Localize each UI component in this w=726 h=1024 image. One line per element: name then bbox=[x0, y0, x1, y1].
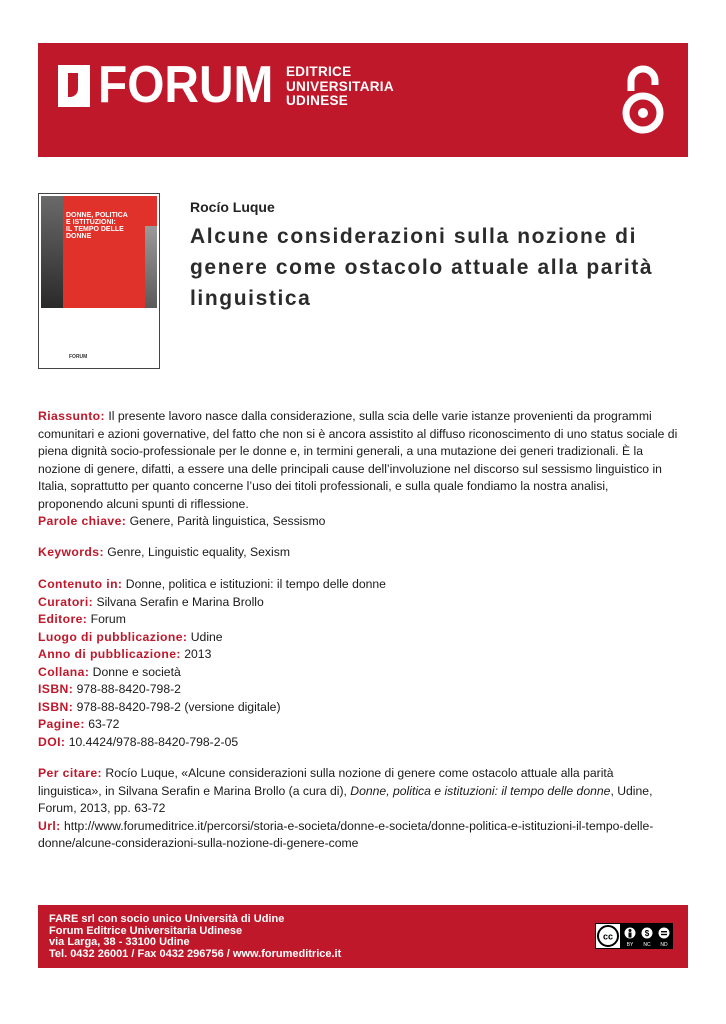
meta-value: 978-88-8420-798-2 (versione digitale) bbox=[76, 699, 281, 714]
keywords-en bbox=[38, 544, 290, 562]
abstract-block bbox=[38, 408, 690, 531]
logo-sub-line: EDITRICE bbox=[286, 64, 352, 79]
citation-text: , Udine, bbox=[610, 783, 653, 798]
logo-subtitle bbox=[286, 65, 394, 109]
meta-label: ISBN: bbox=[38, 682, 74, 696]
citation-label: Per citare: bbox=[38, 766, 103, 780]
parole-chiave-label: Parole chiave: bbox=[38, 514, 127, 528]
meta-row bbox=[38, 611, 386, 629]
abstract-line: proponendo alcuni spunti di riflessione. bbox=[38, 496, 249, 511]
book-cover-image bbox=[38, 193, 160, 369]
abstract-line bbox=[38, 408, 690, 426]
keywords-label: Keywords: bbox=[38, 545, 104, 559]
logo-word: FORUM bbox=[98, 56, 274, 114]
meta-row bbox=[38, 716, 386, 734]
cc-badge-graphic bbox=[596, 924, 672, 948]
meta-row bbox=[38, 699, 386, 717]
meta-label: Contenuto in: bbox=[38, 577, 123, 591]
cover-publisher: FORUM bbox=[69, 354, 88, 360]
citation-book-title: Donne, politica e istituzioni: il tempo delle donne bbox=[350, 783, 611, 798]
footer-line: Tel. 0432 26001 / Fax 0432 296756 / www.forumeditrice.it bbox=[49, 947, 342, 960]
meta-row bbox=[38, 734, 386, 752]
cc-label: NC bbox=[643, 942, 651, 948]
meta-label: DOI: bbox=[38, 734, 66, 749]
cover-title-line: DONNE, POLITICA bbox=[66, 212, 128, 219]
url-link[interactable]: http://www.forumeditrice.it/percorsi/storia-e-societa/donne-e-societa/donne-politica-e-istituzioni-il-tempo-delle- bbox=[63, 818, 654, 833]
meta-label: Anno di pubblicazione: bbox=[38, 647, 181, 661]
cc-label: BY bbox=[626, 942, 634, 948]
meta-label: Curatori: bbox=[38, 594, 94, 609]
article-author: Rocío Luque bbox=[190, 199, 275, 215]
url-label: Url: bbox=[38, 818, 61, 833]
meta-label: Pagine: bbox=[38, 717, 85, 731]
header-banner bbox=[38, 43, 688, 157]
footer-text bbox=[49, 914, 341, 960]
meta-row bbox=[38, 629, 386, 647]
url-line bbox=[38, 818, 653, 836]
cover-title-line: IL TEMPO DELLE bbox=[66, 226, 124, 233]
abstract-line: piena dignità socio-professionale per le donne e, in termini generali, a una mutazione dei generi tradizionali. È la bbox=[38, 444, 644, 458]
footer-line: Forum Editrice Universitaria Udinese bbox=[49, 924, 243, 937]
abstract-text: Il presente lavoro nasce dalla considerazione, sulla scia delle varie istanze provenienti da programmi bbox=[108, 409, 652, 423]
svg-text:cc: cc bbox=[602, 931, 614, 942]
meta-value: Donne e società bbox=[92, 664, 181, 679]
cover-photo-right bbox=[145, 226, 157, 308]
parole-chiave bbox=[38, 513, 690, 531]
meta-value: Donne, politica e istituzioni: il tempo delle donne bbox=[125, 577, 386, 591]
meta-row bbox=[38, 664, 386, 682]
citation-text: linguistica», in Silvana Serafin e Marina Brollo (a cura di), bbox=[38, 783, 351, 798]
meta-value: Silvana Serafin e Marina Brollo bbox=[96, 594, 264, 609]
cc-by-nc-nd-icon bbox=[595, 923, 673, 949]
metadata-list bbox=[38, 576, 386, 751]
logo-sub-line: UNIVERSITARIA bbox=[286, 78, 394, 94]
article-title: Alcune considerazioni sulla nozione di genere come ostacolo attuale alla parità linguistica bbox=[190, 225, 654, 310]
forum-logo-icon bbox=[58, 65, 90, 107]
abstract-line: comunitari e azioni governative, del fatto che non si è ancora assistito al diffuso riconoscimento di uno status sociale di bbox=[38, 426, 678, 441]
citation-line bbox=[38, 765, 653, 783]
svg-text:$: $ bbox=[644, 929, 650, 938]
meta-row bbox=[38, 576, 386, 594]
cover-title bbox=[66, 212, 134, 240]
parole-chiave-value: Genere, Parità linguistica, Sessismo bbox=[129, 514, 326, 528]
abstract-line: Italia, soprattutto per quanto concerne l’uso dei titoli professionali, e sulla quale fondiamo la nostra analisi, bbox=[38, 479, 609, 493]
abstract-label: Riassunto: bbox=[38, 409, 105, 423]
meta-row bbox=[38, 646, 386, 664]
meta-label: Editore: bbox=[38, 612, 88, 626]
citation-text: Rocío Luque, «Alcune considerazioni sulla nozione di genere come ostacolo attuale alla parità bbox=[105, 766, 614, 780]
meta-value: 2013 bbox=[184, 647, 212, 661]
logo-sub-line: UDINESE bbox=[286, 93, 349, 108]
meta-value: Forum bbox=[90, 612, 126, 626]
meta-value: 63-72 bbox=[88, 717, 120, 731]
open-access-icon bbox=[620, 61, 666, 137]
citation-line bbox=[38, 783, 653, 801]
meta-value: 10.4424/978-88-8420-798-2-05 bbox=[68, 734, 239, 749]
cover-title-line: E ISTITUZIONI: bbox=[66, 219, 116, 226]
keywords-value: Genre, Linguistic equality, Sexism bbox=[107, 545, 290, 559]
url-link-continued[interactable]: donne/alcune-considerazioni-sulla-nozione-di-genere-come bbox=[38, 836, 359, 850]
cover-title-line: DONNE bbox=[66, 233, 92, 240]
footer-banner bbox=[38, 905, 688, 968]
meta-label: Luogo di pubblicazione: bbox=[38, 629, 188, 644]
cover-photo bbox=[41, 196, 63, 308]
abstract-line: nozione di genere, difatti, a essere una delle principali cause dell’involuzione nel discorso sul sessismo linguistico in bbox=[38, 461, 662, 476]
meta-row bbox=[38, 681, 386, 699]
footer-line: FARE srl con socio unico Università di Udine bbox=[49, 913, 285, 925]
cover-red-area bbox=[41, 196, 157, 308]
meta-value: Udine bbox=[190, 629, 223, 644]
meta-label: ISBN: bbox=[38, 699, 74, 714]
meta-value: 978-88-8420-798-2 bbox=[76, 682, 181, 696]
citation-block bbox=[38, 765, 653, 853]
citation-line: Forum, 2013, pp. 63-72 bbox=[38, 801, 166, 815]
footer-line: via Larga, 38 - 33100 Udine bbox=[49, 936, 190, 948]
meta-row bbox=[38, 594, 386, 612]
meta-label: Collana: bbox=[38, 664, 90, 679]
cc-label: ND bbox=[660, 942, 668, 948]
